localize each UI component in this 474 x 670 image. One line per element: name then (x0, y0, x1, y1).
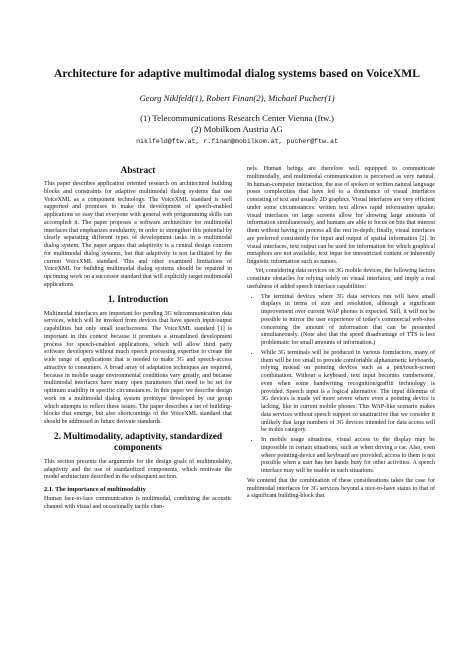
list-item: • The terminal devices where 3G data services run will have small displays in terms of size and resolution, although a significant improvement over current WAP phones is expected. Still, it will not be possible to mirror the user experience of today's commercial web-sites concerning the amount of information that can be presented simultaneously. (Note also that the speed disadvantage of TTS is less problematic for small amounts of information.) (260, 294, 435, 348)
obstacle-list (247, 294, 435, 476)
left-column (44, 166, 232, 513)
list-item: • In mobile usage situations, visual access to the display may be impossible in certain situations, such as when driving a car. Also, even where pointing-device and keyboard are provided, access to them is not possible when a user has her hands busy for other activities. A speech interface may will be usable in such situations. (260, 437, 435, 476)
introduction-heading: 1. Introduction (107, 294, 169, 305)
section-2-heading: 2. Multimodality, adaptivity, standardized components (53, 431, 223, 453)
introduction-text: Multimodal interfaces are important for pending 3G telecommunication data services, which will be invoked from devices that have speech input/output capabilities but only small touchscreens. The VoiceXML standard [1] is important in this context because it promises a streamlined development process for speech-enabled applications, which will allow third party software developers without much speech processing expertise to create the wide range of applications that is needed to make 3G and speech-access attractive to consumers. A broad array of adaptation techniques are required, because in mobile usage environmental conditions vary greatly, and because multimodal interfaces have many open parameters that need to be set for optimum usability in specific circumstances. In this paper we describe design work on a multimodal dialog system prototype developed by our group which attempts to reflect these issues. The paper describes a set of building-blocks that emerge, but also shortcomings of the VoiceXML standard that should be addressed in future derivate standards. (44, 310, 232, 425)
section-2-text: This section presents the arguments for the design goals of multimodality, adaptivity and the use of standardized components, which motivate the model architecture described in the subsequent section. (44, 458, 232, 481)
right-paragraph-3: We contend that the combination of these considerations takes the case for multimodal interfaces for 3G services beyond a nice-to-have status to that of a significant building-block that (247, 477, 435, 500)
affiliation-1: (1) Telecommunications Research Center Vienna (ftw.) (140, 113, 334, 123)
paper-title: Architecture for adaptive multimodal dialog systems based on VoiceXML (53, 67, 421, 80)
abstract-text: This paper describes application oriented research on architectural building blocks and constraints for adaptive multimodal dialog systems that use VoiceXML as a component technology. The VoiceXML standard is well supported and promises to make the development of speech-enabled applications so easy that everyone with general web programming skills can accomplish it. The paper proposes a software architecture for multimodal interfaces that emphasizes modularity, in order to strengthen this potential by clearly separating different types of development tasks in a multimodal dialog system. The paper argues that adaptivity is a central design concern for multimodal dialog systems, but that adaptivity is not facilitated by the current VoiceXML standard. This and other examined limitations of VoiceXML for building multimodal dialog systems should be repaired in upcoming work on a successor standard that will explicitly target multimodal applications. (44, 181, 232, 288)
list-item: • While 3G terminals will be produced in various formfactors, many of them will be too small to provide comfortable alphanumeric keyboards, relying instead on pointing devices such as a pen/touch-screen combination. Without a keyboard, text input becomes cumbersome, even when some handwriting recognition/graffiti technology is provided. Speech input is a logical alternative. The input dilemma of 3G devices is made yet more severe where even a pointing device is lacking, like in current mobile phones. This WAP-like scenario makes data services without speech support so unattractive that we consider it unlikely that large numbers of 3G devices intended for data access will be in this category. (260, 350, 435, 435)
author-emails: niklfeld@ftw.at, r.finan@mobilkom.at, pucher@ftw.at (136, 138, 338, 145)
right-paragraph-1: nels. Human beings are therefore well equipped to communicate multimodally, and multimodal communication is perceived as very natural. In human-computer interaction, the use of spoken or written natural language poses complexities that have led to a dominance of visual interfaces consisting of text and usually 2D graphics. Visual interfaces are very efficient under some circumstances: written text allows rapid information uptake; visual interfaces on large screens allow for showing large amounts of information simultaneously, and humans are able to focus on bits that interest them without having to process all the rest in-depth; finally, visual interfaces are preferred consistently for input and output of spatial information [2]. In visual interfaces, text output can be used for information for which graphical metaphors are not available, text input for unrestricted content or inherently linguistic information such as names. (247, 166, 435, 265)
abstract-heading: Abstract (120, 166, 156, 176)
affiliation-2: (2) Mobilkom Austria AG (191, 124, 283, 134)
subsection-2-1-text: Human face-to-face communication is multimodal, combining the acoustic channel with visual and occasionally tactile chan- (44, 495, 232, 510)
paper-authors: Georg Niklfeld(1), Robert Finan(2), Michael Pucher(1) (139, 93, 335, 103)
subsection-2-1-heading: 2.1. The importance of multimodality (44, 486, 146, 493)
right-paragraph-2: Yet, considering data services on 3G mobile devices, the following factors constitute obstacles for relying solely on visual interfaces, and imply a real usefulness of added speech interface capabilities: (247, 268, 435, 290)
right-column (247, 166, 435, 503)
